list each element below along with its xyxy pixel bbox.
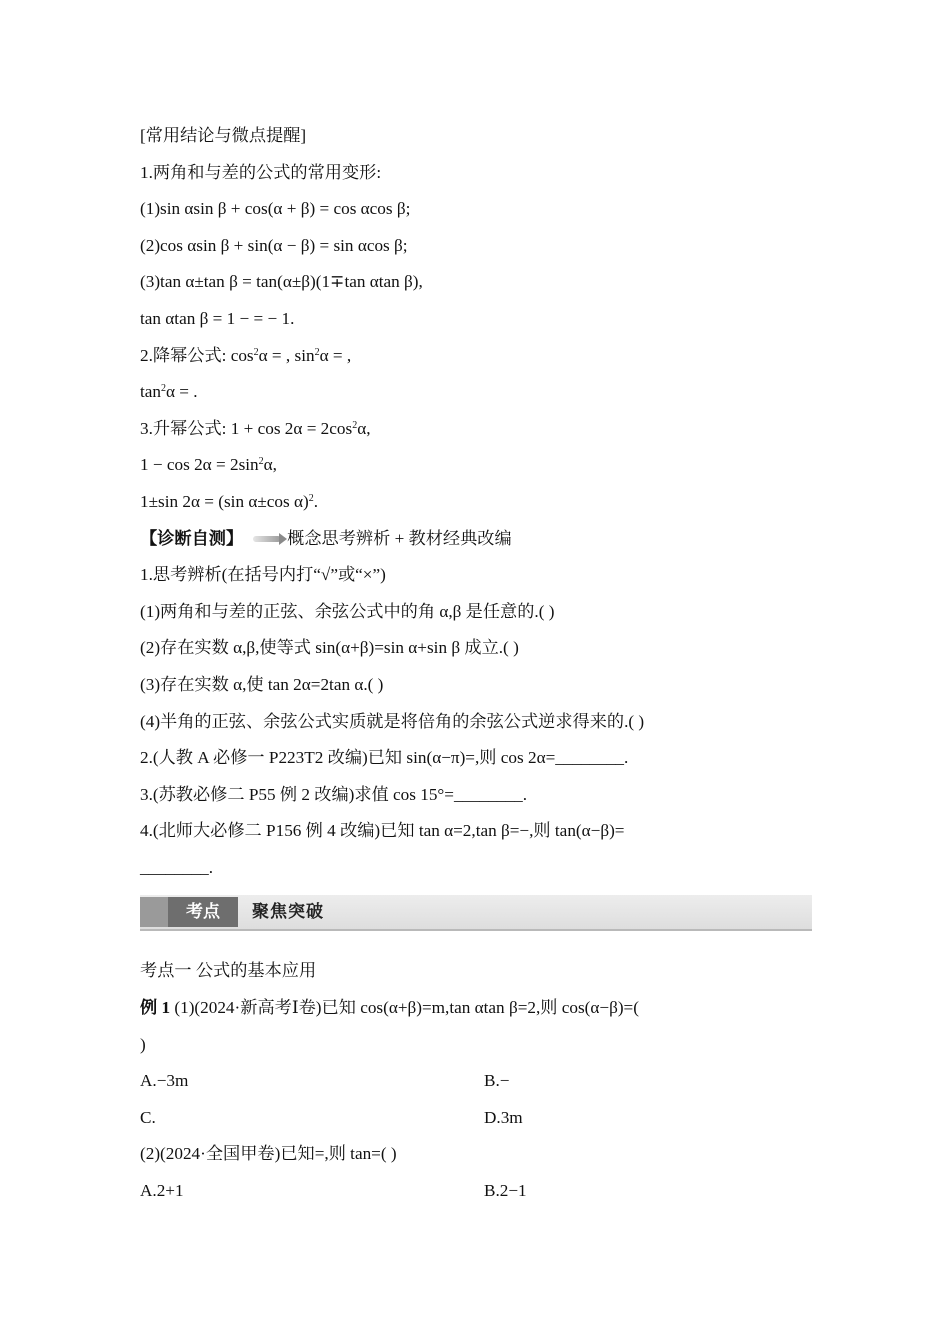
options-row-2 — [140, 1100, 812, 1137]
question-4: 4.(北师大必修二 P156 例 4 改编)已知 tan α=2,tan β=−,则 tan(α−β)= — [140, 821, 625, 841]
text: α, — [263, 455, 277, 475]
option-b: B.− — [484, 1071, 510, 1091]
power-raise-line-2 — [140, 447, 812, 484]
banner-title: 聚焦突破 — [252, 902, 324, 923]
superscript: 2 — [352, 419, 358, 431]
question-1-2: (2)存在实数 α,β,使等式 sin(α+β)=sin α+sin β 成立.( ) — [140, 638, 519, 658]
superscript: 2 — [258, 456, 264, 468]
document-page — [140, 118, 812, 1210]
section-note: [常用结论与微点提醒] — [140, 126, 307, 145]
options-row-3 — [140, 1173, 812, 1210]
text: . — [313, 491, 319, 511]
option-b: B.2−1 — [484, 1181, 527, 1201]
topic-1-title: 考点一 公式的基本应用 — [140, 961, 317, 981]
superscript: 2 — [314, 346, 320, 358]
power-raise-line-3 — [140, 484, 812, 521]
question-1-3: (3)存在实数 α,使 tan 2α=2tan α.( ) — [140, 674, 384, 694]
example-1-close: ) — [140, 1034, 146, 1054]
example-1-part-2: (2)(2024·全国甲卷)已知=,则 tan=( ) — [140, 1144, 397, 1164]
banner-tag: 考点 — [168, 897, 238, 927]
question-4-blank: ________. — [140, 857, 214, 877]
power-reduction-tan — [140, 374, 812, 411]
power-reduction-line — [140, 338, 812, 375]
text: 1±sin 2α = (sin α±cos α) — [140, 491, 309, 511]
example-1-part-1 — [140, 990, 812, 1027]
diagnosis-label: 【诊断自测】 — [140, 528, 244, 548]
diagnosis-header — [140, 521, 812, 558]
text: α, — [357, 418, 371, 438]
formula-2: (2)cos αsin β + sin(α − β) = sin αcos β; — [140, 235, 408, 255]
arrow-icon — [253, 536, 281, 542]
power-raise-line-1 — [140, 411, 812, 448]
conclusion-1-title: 1.两角和与差的公式的常用变形: — [140, 162, 382, 182]
formula-1: (1)sin αsin β + cos(α + β) = cos αcos β; — [140, 199, 411, 219]
formula-4: tan αtan β = 1 − = − 1. — [140, 308, 295, 328]
question-2: 2.(人教 A 必修一 P223T2 改编)已知 sin(α−π)=,则 cos 2α=________. — [140, 748, 629, 768]
section-banner — [140, 895, 812, 931]
superscript: 2 — [161, 383, 166, 395]
text: α = , — [319, 345, 352, 365]
superscript: 2 — [253, 346, 259, 358]
option-c: C. — [140, 1107, 156, 1127]
option-a: A.−3m — [140, 1071, 189, 1091]
text: 3.升幂公式: 1 + cos 2α = 2cos — [140, 418, 353, 438]
text: 2.降幂公式: cos — [140, 345, 254, 365]
question-1-title: 1.思考辨析(在括号内打“√”或“×”) — [140, 565, 386, 585]
options-row-1 — [140, 1063, 812, 1100]
question-1-4: (4)半角的正弦、余弦公式实质就是将倍角的余弦公式逆求得来的.( ) — [140, 711, 645, 731]
text: 1 − cos 2α = 2sin — [140, 455, 259, 475]
formula-3: (3)tan α±tan β = tan(α±β)(1∓tan αtan β), — [140, 272, 423, 292]
question-3: 3.(苏教必修二 P55 例 2 改编)求值 cos 15°=________. — [140, 784, 528, 804]
example-text: (1)(2024·新高考Ⅰ卷)已知 cos(α+β)=m,tan αtan β=2,则 cos(α−β)=( — [170, 998, 639, 1018]
option-d: D.3m — [484, 1107, 523, 1127]
diagnosis-subtitle: 概念思考辨析 + 教材经典改编 — [287, 528, 512, 548]
option-a: A.2+1 — [140, 1181, 184, 1201]
question-1-1: (1)两角和与差的正弦、余弦公式中的角 α,β 是任意的.( ) — [140, 601, 555, 621]
text: α = , sin — [258, 345, 315, 365]
text: tan — [140, 382, 161, 402]
example-label: 例 1 — [140, 998, 171, 1018]
text: α = . — [166, 382, 198, 402]
superscript: 2 — [308, 492, 314, 504]
